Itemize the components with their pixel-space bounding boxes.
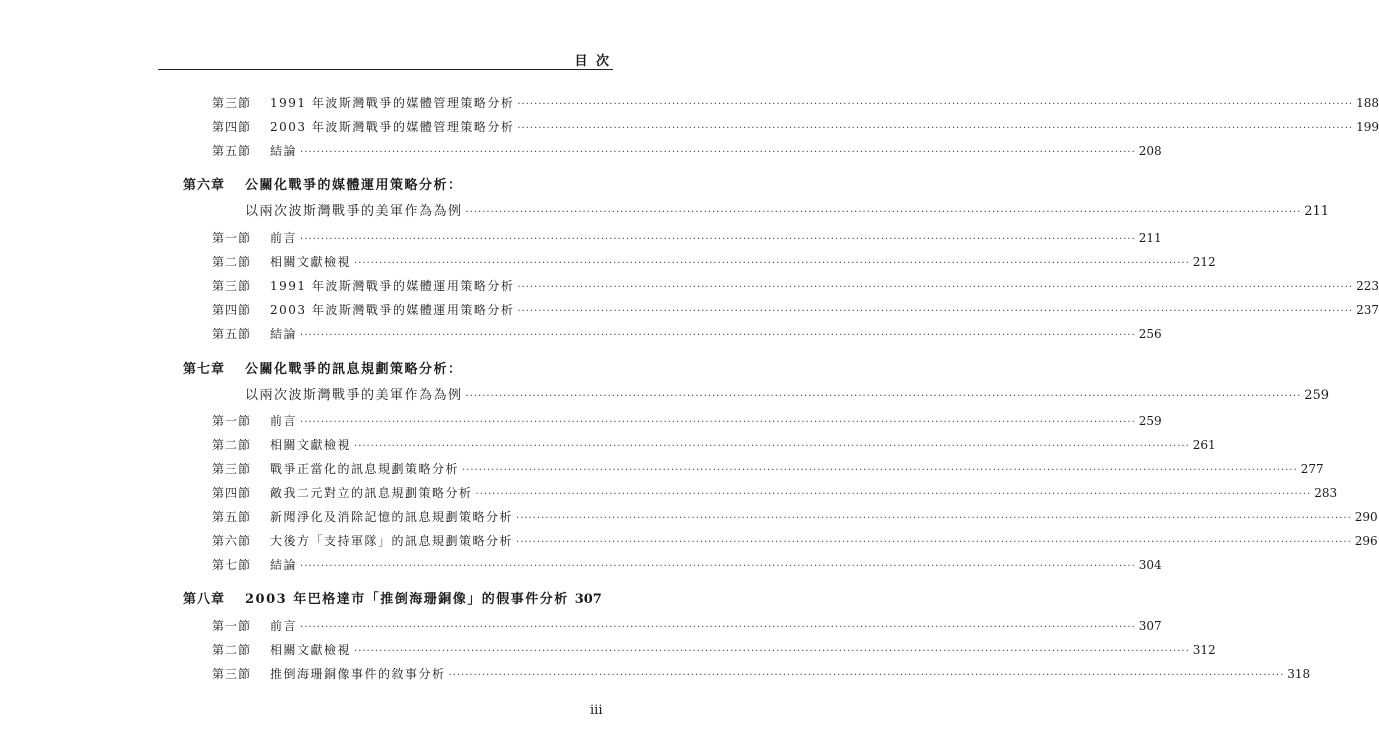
dot-leader: ········································································································································································································ bbox=[517, 306, 1354, 317]
entry-page-number: 283 bbox=[1314, 486, 1338, 500]
dot-leader: ········································································································································································································ bbox=[465, 207, 1302, 218]
toc-section-row bbox=[212, 461, 1324, 477]
toc-section-row bbox=[212, 618, 1162, 634]
entry-page-number: 304 bbox=[1138, 558, 1162, 572]
entry-page-number: 237 bbox=[1356, 303, 1379, 317]
entry-title: 相關文獻檢視 bbox=[270, 255, 352, 269]
toc-subtitle-row bbox=[245, 204, 1330, 220]
section-number: 第四節 bbox=[212, 486, 252, 500]
entry-title: 新聞淨化及消除記憶的訊息規劃策略分析 bbox=[270, 510, 514, 524]
entry-page-number: 256 bbox=[1138, 327, 1162, 341]
entry-title: 結論 bbox=[270, 327, 298, 341]
chapter-number: 第六章 bbox=[183, 178, 226, 193]
entry-title: 以兩次波斯灣戰爭的美軍作為為例 bbox=[245, 204, 463, 219]
header-title: 目 次 bbox=[574, 54, 611, 69]
entry-title: 敵我二元對立的訊息規劃策略分析 bbox=[270, 486, 473, 500]
dot-leader: ········································································································································································································ bbox=[517, 123, 1354, 134]
toc-section-row bbox=[212, 95, 1379, 111]
entry-title: 大後方「支持軍隊」的訊息規劃策略分析 bbox=[270, 534, 514, 548]
toc-section-row bbox=[212, 642, 1216, 658]
entry-title: 相關文獻檢視 bbox=[270, 643, 352, 657]
toc-chapter-row bbox=[183, 592, 602, 608]
toc-section-row bbox=[212, 509, 1378, 525]
entry-title: 相關文獻檢視 bbox=[270, 438, 352, 452]
chapter-number: 第七章 bbox=[183, 362, 226, 377]
entry-page-number: 296 bbox=[1354, 534, 1378, 548]
dot-leader: ········································································································································································································ bbox=[300, 234, 1136, 245]
entry-page-number: 318 bbox=[1287, 667, 1311, 681]
entry-title: 公關化戰爭的訊息規劃策略分析： bbox=[245, 362, 463, 377]
entry-page-number: 259 bbox=[1138, 414, 1162, 428]
section-number: 第三節 bbox=[212, 462, 252, 476]
entry-title: 公關化戰爭的媒體運用策略分析： bbox=[245, 178, 463, 193]
dot-leader: ········································································································································································································ bbox=[354, 646, 1190, 657]
toc-section-row bbox=[212, 666, 1311, 682]
entry-title: 前言 bbox=[270, 231, 298, 245]
entry-title: 2003 年巴格達市「推倒海珊銅像」的假事件分析 bbox=[245, 592, 569, 607]
toc-section-row bbox=[212, 533, 1378, 549]
dot-leader: ········································································································································································································ bbox=[516, 513, 1352, 524]
toc-section-row bbox=[212, 254, 1216, 270]
dot-leader: ········································································································································································································ bbox=[465, 391, 1302, 402]
dot-leader: ········································································································································································································ bbox=[462, 465, 1298, 476]
entry-page-number: 211 bbox=[1138, 231, 1162, 245]
dot-leader: ········································································································································································································ bbox=[516, 537, 1352, 548]
toc-chapter-row bbox=[183, 178, 584, 194]
toc-section-row bbox=[212, 485, 1338, 501]
section-number: 第五節 bbox=[212, 327, 252, 341]
section-number: 第二節 bbox=[212, 438, 252, 452]
entry-page-number: 188 bbox=[1356, 96, 1379, 110]
toc-section-row bbox=[212, 557, 1162, 573]
section-number: 第三節 bbox=[212, 96, 252, 110]
entry-title: 1991 年波斯灣戰爭的媒體管理策略分析 bbox=[270, 96, 515, 110]
page-number: iii bbox=[590, 703, 603, 718]
toc-section-row bbox=[212, 119, 1379, 135]
dot-leader: ········································································································································································································ bbox=[517, 282, 1354, 293]
entry-page-number: 261 bbox=[1192, 438, 1216, 452]
section-number: 第三節 bbox=[212, 279, 252, 293]
entry-title: 推倒海珊銅像事件的敘事分析 bbox=[270, 667, 446, 681]
entry-title: 以兩次波斯灣戰爭的美軍作為為例 bbox=[245, 388, 463, 403]
entry-page-number: 312 bbox=[1192, 643, 1216, 657]
toc-section-row bbox=[212, 437, 1216, 453]
section-number: 第一節 bbox=[212, 231, 252, 245]
toc-section-row bbox=[212, 278, 1379, 294]
toc-section-row bbox=[212, 302, 1379, 318]
entry-page-number: 199 bbox=[1356, 120, 1379, 134]
entry-page-number: 307 bbox=[574, 592, 602, 607]
section-number: 第二節 bbox=[212, 643, 252, 657]
dot-leader: ········································································································································································································ bbox=[300, 561, 1136, 572]
toc-section-row bbox=[212, 230, 1162, 246]
dot-leader: ········································································································································································································ bbox=[300, 622, 1136, 633]
entry-page-number: 277 bbox=[1300, 462, 1324, 476]
entry-title: 前言 bbox=[270, 414, 298, 428]
dot-leader: ········································································································································································································ bbox=[300, 417, 1136, 428]
toc-section-row bbox=[212, 143, 1162, 159]
entry-title: 戰爭正當化的訊息規劃策略分析 bbox=[270, 462, 460, 476]
entry-title: 結論 bbox=[270, 144, 298, 158]
entry-page-number: 211 bbox=[1304, 204, 1330, 219]
entry-title: 1991 年波斯灣戰爭的媒體運用策略分析 bbox=[270, 279, 515, 293]
dot-leader: ········································································································································································································ bbox=[475, 489, 1312, 500]
dot-leader: ········································································································································································································ bbox=[300, 330, 1136, 341]
toc-section-row bbox=[212, 326, 1162, 342]
entry-title: 2003 年波斯灣戰爭的媒體管理策略分析 bbox=[270, 120, 515, 134]
entry-title: 2003 年波斯灣戰爭的媒體運用策略分析 bbox=[270, 303, 515, 317]
section-number: 第一節 bbox=[212, 414, 252, 428]
entry-page-number: 259 bbox=[1304, 388, 1330, 403]
section-number: 第一節 bbox=[212, 619, 252, 633]
entry-title: 前言 bbox=[270, 619, 298, 633]
dot-leader: ········································································································································································································ bbox=[300, 147, 1136, 158]
toc-chapter-row bbox=[183, 362, 584, 378]
section-number: 第四節 bbox=[212, 303, 252, 317]
toc-section-row bbox=[212, 413, 1162, 429]
entry-page-number: 307 bbox=[1138, 619, 1162, 633]
section-number: 第五節 bbox=[212, 510, 252, 524]
entry-page-number: 223 bbox=[1356, 279, 1379, 293]
section-number: 第四節 bbox=[212, 120, 252, 134]
dot-leader: ········································································································································································································ bbox=[354, 441, 1190, 452]
chapter-number: 第八章 bbox=[183, 592, 226, 607]
section-number: 第二節 bbox=[212, 255, 252, 269]
entry-page-number: 212 bbox=[1192, 255, 1216, 269]
entry-page-number: 208 bbox=[1138, 144, 1162, 158]
toc-subtitle-row bbox=[245, 388, 1330, 404]
entry-page-number: 290 bbox=[1354, 510, 1378, 524]
dot-leader: ········································································································································································································ bbox=[517, 99, 1354, 110]
section-number: 第六節 bbox=[212, 534, 252, 548]
dot-leader: ········································································································································································································ bbox=[448, 670, 1285, 681]
dot-leader: ········································································································································································································ bbox=[354, 258, 1190, 269]
section-number: 第三節 bbox=[212, 667, 252, 681]
entry-title: 結論 bbox=[270, 558, 298, 572]
section-number: 第七節 bbox=[212, 558, 252, 572]
section-number: 第五節 bbox=[212, 144, 252, 158]
